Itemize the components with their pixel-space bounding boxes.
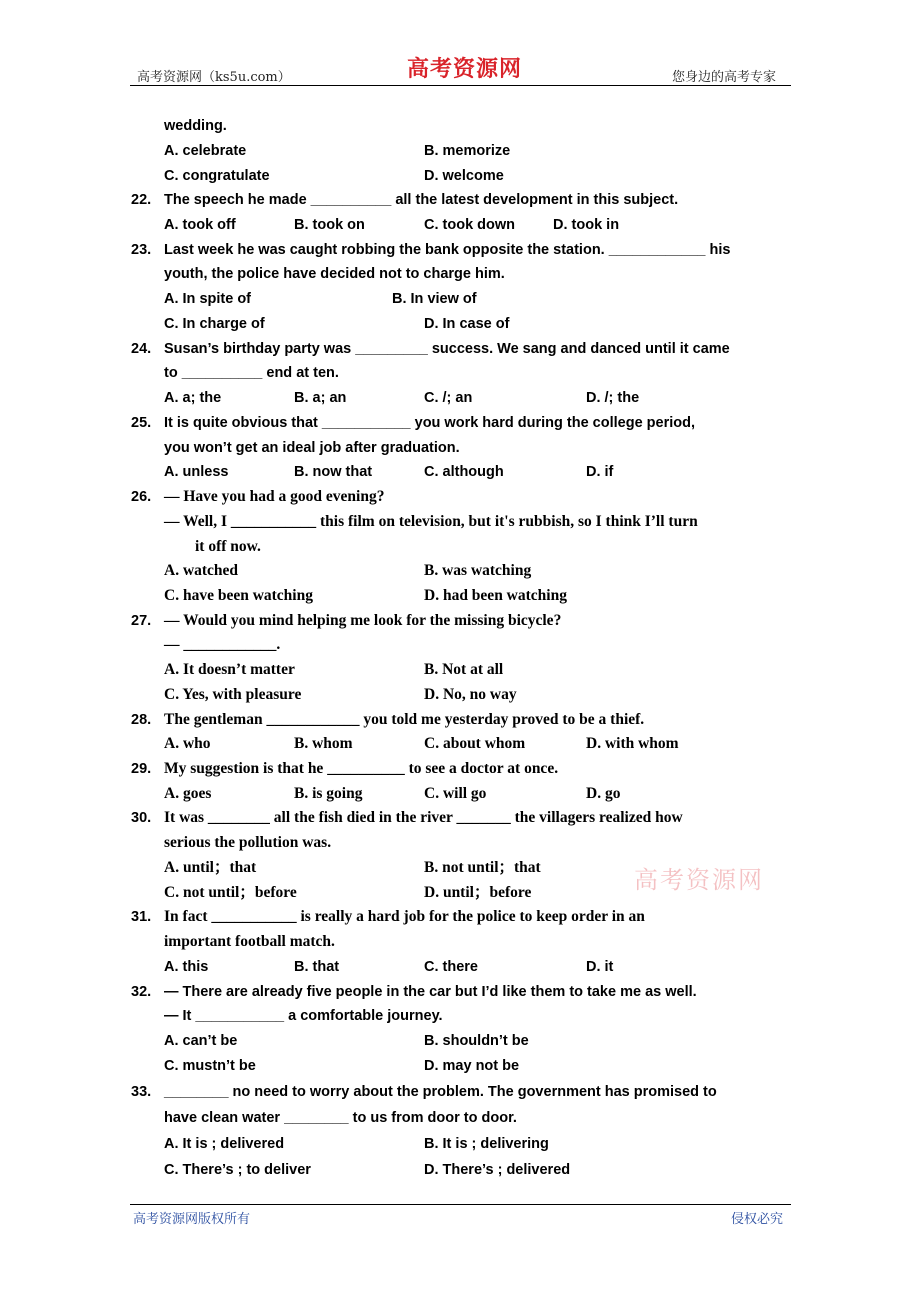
question-32-option-d: D. may not be [424, 1058, 520, 1074]
question-26-stem-line2: — Well, I ___________ this film on television, but it's rubbish, so I think I’ll turn [164, 513, 698, 530]
question-21-continuation: wedding. [164, 118, 227, 134]
question-27-option-b: B. Not at all [424, 661, 504, 678]
question-22-option-d: D. took in [553, 217, 620, 233]
footer-rights-notice: 侵权必究 [731, 1212, 784, 1227]
question-33-stem-line2: have clean water ________ to us from door to door. [164, 1110, 517, 1126]
question-28-option-c: C. about whom [424, 735, 526, 752]
question-22-option-c: C. took down [424, 217, 516, 233]
footer-divider [130, 1204, 791, 1205]
header-logo: 高考资源网 [407, 56, 523, 82]
question-30-number: 30. [131, 810, 152, 826]
question-25-stem-line2: you won’t get an ideal job after graduation. [164, 440, 460, 456]
question-26-option-a: A. watched [164, 562, 239, 579]
question-21-option-c: C. congratulate [164, 168, 270, 184]
question-26-stem-line1: — Have you had a good evening? [164, 488, 385, 505]
question-26-option-b: B. was watching [424, 562, 532, 579]
question-32-option-a: A. can’t be [164, 1033, 238, 1049]
question-23-option-a: A. In spite of [164, 291, 251, 307]
question-32-option-c: C. mustn’t be [164, 1058, 256, 1074]
question-28-option-b: B. whom [294, 735, 353, 752]
question-23-number: 23. [131, 242, 152, 258]
question-31-option-b: B. that [294, 959, 340, 975]
question-21-option-b: B. memorize [424, 143, 511, 159]
question-22-option-a: A. took off [164, 217, 236, 233]
question-23-stem-line2: youth, the police have decided not to charge him. [164, 266, 505, 282]
header-site-name: 高考资源网（ks5u.com） [137, 70, 291, 85]
question-29-option-a: A. goes [164, 785, 212, 802]
question-33-option-c: C. There’s ; to deliver [164, 1162, 311, 1178]
question-28-number: 28. [131, 712, 152, 728]
question-22-number: 22. [131, 192, 152, 208]
question-30-stem-line1: It was ________ all the fish died in the river _______ the villagers realized how [164, 809, 683, 826]
question-30-stem-line2: serious the pollution was. [164, 834, 332, 851]
question-24-number: 24. [131, 341, 152, 357]
question-24-option-a: A. a; the [164, 390, 222, 406]
question-21-option-d: D. welcome [424, 168, 504, 184]
question-33-number: 33. [131, 1084, 152, 1100]
question-27-option-a: A. It doesn’t matter [164, 661, 295, 678]
watermark-logo: 高考资源网 [634, 866, 764, 894]
question-27-option-d: D. No, no way [424, 686, 517, 703]
question-30-option-a: A. until；that [164, 859, 257, 876]
question-27-option-c: C. Yes, with pleasure [164, 686, 302, 703]
question-30-option-b: B. not until；that [424, 859, 541, 876]
question-21-option-a: A. celebrate [164, 143, 247, 159]
question-26-stem-line3: it off now. [195, 538, 261, 555]
question-25-number: 25. [131, 415, 152, 431]
question-29-option-b: B. is going [294, 785, 363, 802]
question-27-stem-line1: — Would you mind helping me look for the missing bicycle? [164, 612, 562, 629]
question-30-option-d: D. until；before [424, 884, 532, 901]
question-25-option-b: B. now that [294, 464, 373, 480]
question-33-option-b: B. It is ; delivering [424, 1136, 549, 1152]
question-25-option-d: D. if [586, 464, 614, 480]
question-31-option-a: A. this [164, 959, 209, 975]
question-27-stem-line2: — ____________. [164, 636, 281, 653]
question-31-option-d: D. it [586, 959, 614, 975]
question-28-stem: The gentleman ____________ you told me yesterday proved to be a thief. [164, 711, 645, 728]
header-slogan: 您身边的高考专家 [672, 70, 777, 85]
question-33-option-a: A. It is ; delivered [164, 1136, 285, 1152]
question-30-option-c: C. not until；before [164, 884, 297, 901]
question-29-option-c: C. will go [424, 785, 487, 802]
question-28-option-d: D. with whom [586, 735, 679, 752]
question-31-number: 31. [131, 909, 152, 925]
question-26-option-c: C. have been watching [164, 587, 313, 604]
footer-copyright: 高考资源网版权所有 [133, 1212, 251, 1227]
question-27-number: 27. [131, 613, 152, 629]
question-23-option-d: D. In case of [424, 316, 510, 332]
question-25-option-c: C. although [424, 464, 504, 480]
question-23-option-c: C. In charge of [164, 316, 265, 332]
question-24-option-c: C. /; an [424, 390, 473, 406]
question-24-stem-line2: to __________ end at ten. [164, 365, 339, 381]
question-24-option-d: D. /; the [586, 390, 640, 406]
question-33-stem-line1: ________ no need to worry about the problem. The government has promised to [164, 1084, 717, 1100]
question-29-number: 29. [131, 761, 152, 777]
question-23-stem-line1: Last week he was caught robbing the bank opposite the station. ____________ his [164, 242, 731, 258]
header-divider [130, 85, 791, 86]
question-32-stem-line2: — It ___________ a comfortable journey. [164, 1008, 443, 1024]
question-32-number: 32. [131, 984, 152, 1000]
question-26-option-d: D. had been watching [424, 587, 567, 604]
question-23-option-b: B. In view of [392, 291, 477, 307]
question-33-option-d: D. There’s ; delivered [424, 1162, 571, 1178]
question-31-option-c: C. there [424, 959, 478, 975]
question-22-option-b: B. took on [294, 217, 365, 233]
question-32-option-b: B. shouldn’t be [424, 1033, 529, 1049]
question-32-stem-line1: — There are already five people in the car but I’d like them to take me as well. [164, 984, 697, 1000]
question-31-stem-line2: important football match. [164, 933, 335, 950]
question-29-option-d: D. go [586, 785, 621, 802]
question-24-stem-line1: Susan’s birthday party was _________ success. We sang and danced until it came [164, 341, 730, 357]
question-24-option-b: B. a; an [294, 390, 347, 406]
question-25-option-a: A. unless [164, 464, 229, 480]
question-25-stem-line1: It is quite obvious that ___________ you work hard during the college period, [164, 415, 695, 431]
question-26-number: 26. [131, 489, 152, 505]
question-29-stem: My suggestion is that he __________ to see a doctor at once. [164, 760, 559, 777]
question-28-option-a: A. who [164, 735, 211, 752]
question-22-stem: The speech he made __________ all the latest development in this subject. [164, 192, 679, 208]
question-31-stem-line1: In fact ___________ is really a hard job for the police to keep order in an [164, 908, 645, 925]
